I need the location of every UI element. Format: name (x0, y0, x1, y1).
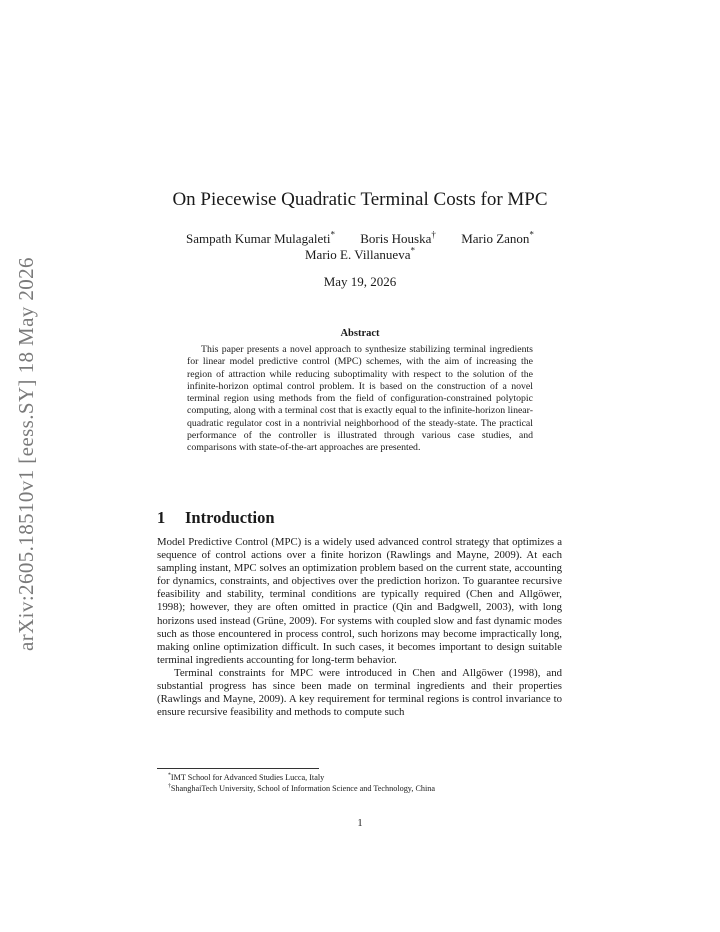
footnote-mark: * (168, 772, 171, 779)
affiliation-mark: * (410, 245, 416, 256)
abstract-heading: Abstract (340, 328, 380, 339)
author (360, 231, 436, 247)
abstract-text: This paper presents a novel approach to synthesize stabilizing terminal ingredients for linear model predictive control (MPC) schemes, with the aim of increasing the region of attraction while reducing suboptimality with respect to the solution of the infinite-horizon optimal control problem. It is based on the construction of a novel terminal region using methods from the field of configuration-constrained polytopic computing, along with a terminal cost that is exactly equal to the infinite-horizon linear-quadratic regulator cost in a nontrivial neighborhood of the steady-state. The practical performance of the controller is illustrated through various case studies, and comparisons with state-of-the-art approaches are presented. (187, 344, 533, 454)
page-number: 1 (357, 818, 363, 829)
author-block (0, 231, 720, 263)
affiliation-mark: * (529, 229, 534, 240)
author-row-1 (0, 231, 720, 247)
author (461, 231, 534, 247)
footnote (168, 772, 435, 783)
author (186, 231, 335, 247)
footnote-rule (157, 768, 319, 769)
author-name: Boris Houska (360, 231, 432, 246)
paragraph: Model Predictive Control (MPC) is a widely used advanced control strategy that optimizes a sequence of control actions over a finite horizon (Rawlings and Mayne, 2009). At each sampling instant, MPC solves an optimization problem based on the current state, accounting for dynamics, constraints, and objectives over the prediction horizon. To guarantee recursive feasibility and stability, terminal conditions are typically required (Chen and Allgöwer, 1998); however, they are often omitted in practice (Qin and Badgwell, 2003), with long horizons used instead (Grüne, 2009). For systems with coupled slow and fast dynamic modes such as those encountered in process control, such horizons may become impractically long, making online optimization difficult. In such cases, it becomes important to design suitable terminal ingredients accounting for long-term behavior. (157, 536, 562, 666)
author-row-2 (0, 247, 720, 263)
section-number: 1 (157, 508, 166, 527)
body-text (157, 536, 562, 719)
footnotes (168, 772, 435, 794)
footnote-text: IMT School for Advanced Studies Lucca, Italy (170, 773, 325, 782)
author-name: Mario E. Villanueva (304, 247, 411, 262)
footnote-mark: † (168, 783, 171, 790)
affiliation-mark: † (431, 229, 436, 240)
paper-date: May 19, 2026 (323, 274, 397, 289)
footnote (168, 783, 435, 794)
affiliation-mark: * (330, 229, 335, 240)
paper-title: On Piecewise Quadratic Terminal Costs for MPC (172, 189, 548, 210)
arxiv-side-label: arXiv:2605.18510v1 [eess.SY] 18 May 2026 (14, 257, 38, 651)
section-title: Introduction (185, 508, 275, 527)
author-name: Sampath Kumar Mulagaleti (186, 231, 331, 246)
section-heading (157, 508, 275, 528)
footnote-text: ShanghaiTech University, School of Information Science and Technology, China (170, 784, 435, 793)
author-name: Mario Zanon (461, 231, 530, 246)
paragraph: Terminal constraints for MPC were introduced in Chen and Allgöwer (1998), and substantial progress has since been made on terminal ingredients and their properties (Rawlings and Mayne, 2009). A key requirement for terminal regions is control invariance to ensure recursive feasibility and methods to compute such (157, 666, 562, 719)
author (305, 247, 415, 263)
